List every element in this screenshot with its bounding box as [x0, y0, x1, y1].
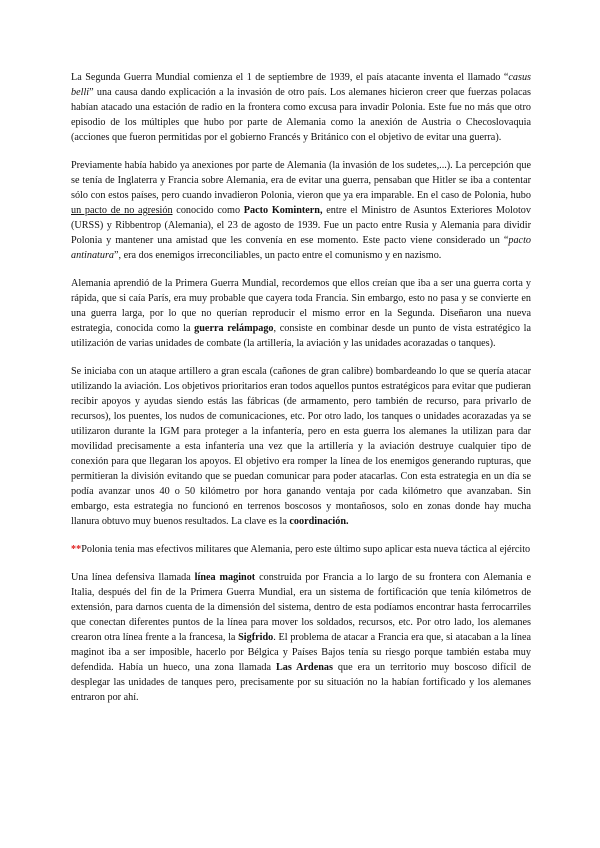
- underlined-term: un pacto de no agresión: [71, 205, 173, 216]
- bold-term: Las Ardenas: [275, 662, 333, 673]
- text: , consiste en combinar desde un punto de vista estratégico la utilización de varias unidades de combate (la artillería, la aviación y las unidades acorazadas o tanques).: [71, 323, 531, 349]
- italic-term: casus belli: [71, 72, 531, 98]
- text: ” una causa dando explicación a la invasión de otro país. Los alemanes hicieron creer que fuerzas polacas habían atacado una estación de radio en la frontera como excusa para invadir Polonia. Este fue no más que otro episodio de los múltiples que hubo por parte de Alemania como la anexión de Austria o Checoslovaquia (acciones que fueron permitidas por el gobierno Francés y Británico con el objetivo de evitar una guerra).: [71, 87, 531, 143]
- paragraph-ataque: [71, 364, 531, 529]
- bold-term: Sigfrido: [238, 632, 274, 643]
- bold-term: guerra relámpago: [194, 323, 274, 334]
- paragraph-linea-maginot: [71, 570, 531, 705]
- bold-term: coordinación.: [289, 516, 349, 527]
- text: conocido como: [172, 205, 244, 216]
- text: Una línea defensiva llamada: [71, 572, 195, 583]
- paragraph-guerra-relampago: [71, 276, 531, 351]
- text: entre el Ministro de Asuntos Exteriores Molotov (URSS) y Ribbentrop (Alemania), el 23 de agosto de 1939. Fue un pacto entre Rusia y Alemania para dividir Polonia y mantener una amistad que les convenía en ese momento. Este pacto viene considerado un “: [71, 205, 531, 246]
- text: Se iniciaba con un ataque artillero a gran escala (cañones de gran calibre) bombardeando lo que se quería atacar utilizando la aviación. Los objetivos prioritarios eran todos aquellos puntos estratégicos para evitar que pudieran recibir apoyos y ayudas siendo estás las fábricas (de armamento, pero también de recurso, para privarlo de recursos), los puentes, los nudos de comunicaciones, etc. Por otro lado, los tanques o unidades acorazadas ya se utilizaron durante la IGM para proteger a la infantería, pero en esta guerra los alemanes la utilizan para dar movilidad precisamente a esta infantería una vez que la artillería y la aviación destruye cualquier tipo de conexión para que llegaran los apoyos. El objetivo era romper la línea de los enemigos generando rupturas, que permitieran la división evitando que se puedan comunicar para poder atacarlas. Con esta estrategia en un día se podía avanzar unos 40 o 50 kilómetro por hora ganando ventaja por cada kilómetro que avanzaban. Sin embargo, esta estrategia no funcionó en terrenos boscosos y montañosos, solo en zonas donde hay mucha llanura obtuvo muy buenos resultados. La clave es la: [71, 366, 531, 527]
- text: construida por Francia a lo largo de su frontera con Alemania e Italia, después del fin de la Primera Guerra Mundial, era un sistema de fortificación que tenía kilómetros de extensión, para darnos cuenta de la dimensión del sistema, dentro de esta podíamos encontrar hasta ferrocarriles que conectan diferentes puntos de la línea para mover los soldados, recursos, etc. Por otro lado, los alemanes crearon otra línea frente a la francesa, la: [71, 572, 531, 643]
- bold-term: Pacto Komintern,: [243, 205, 323, 216]
- text: . El problema de atacar a Francia era que, si atacaban a la línea maginot iba a ser imposible, hacerlo por Bélgica y Países Bajos tenía su riesgo porque también estaba muy defendida. Había un hueco, una zona llamada: [71, 632, 531, 673]
- paragraph-pacto: [71, 158, 531, 263]
- text: que era un territorio muy boscoso difícil de desplegar las unidades de tanques pero, precisamente por su situación no la habían fortificado y los alemanes entraron por ahí.: [71, 662, 531, 703]
- text: Polonia tenia mas efectivos militares que Alemania, pero este último supo aplicar esta nueva táctica al ejército: [81, 544, 531, 555]
- text: ”, era dos enemigos irreconciliables, un pacto entre el comunismo y en nazismo.: [114, 250, 442, 261]
- italic-term: pacto antinatura: [71, 235, 531, 261]
- text: Previamente había habido ya anexiones por parte de Alemania (la invasión de los sudetes,...). La percepción que se tenía de Inglaterra y Francia sobre Alemania, era de evitar una guerra, pensaban que Hitler se iba a contentar sólo con estos países, pero cuando invadieron Polonia, vieron que ya era imparable. En el caso de Polonia, hubo: [71, 160, 531, 201]
- paragraph-casus-belli: [71, 70, 531, 145]
- text: Alemania aprendió de la Primera Guerra Mundial, recordemos que ellos creían que iba a ser una guerra corta y rápida, que si caía París, era muy probable que cayera toda Francia. Sin embargo, esto no pasa y se convierte en una guerra larga, por lo que no querían reproducir el mismo error en la Segunda. Diseñaron una nueva estrategia, conocida como la: [71, 278, 531, 334]
- text: La Segunda Guerra Mundial comienza el 1 de septiembre de 1939, el país atacante inventa el llamado “: [71, 72, 509, 83]
- note-marker: **: [71, 544, 82, 555]
- bold-term: línea maginot: [194, 572, 256, 583]
- paragraph-note: [71, 542, 531, 557]
- document-page: [71, 70, 531, 718]
